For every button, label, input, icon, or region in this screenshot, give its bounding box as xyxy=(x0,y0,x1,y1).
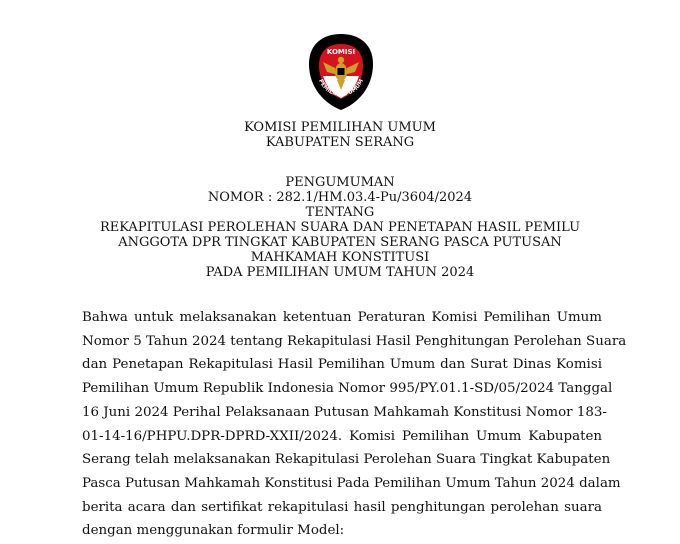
announcement-number: NOMOR : 282.1/HM.03.4-Pu/3604/2024 xyxy=(207,190,473,205)
body-line: berita acara dan sertifikat rekapitulasi hasil penghitungan perolehan suara xyxy=(82,499,602,515)
organization-header xyxy=(0,120,680,150)
org-name: KOMISI PEMILIHAN UMUM xyxy=(244,120,436,135)
body-line: Pasca Putusan Mahkamah Konstitusi Pada Pemilihan Umum Tahun 2024 dalam xyxy=(82,475,621,491)
announcement-subject-line: PADA PEMILIHAN UMUM TAHUN 2024 xyxy=(205,265,475,280)
body-line: dan Penetapan Rekapitulasi Hasil Pemilihan Umum dan Surat Dinas Komisi xyxy=(82,357,602,373)
logo-text-bottom: PEMILIHAN UMUM xyxy=(317,78,365,99)
announcement-about: TENTANG xyxy=(305,205,375,220)
announcement-header xyxy=(0,175,680,280)
body-line: Pemilihan Umum Republik Indonesia Nomor 995/PY.01.1-SD/05/2024 Tanggal xyxy=(82,381,613,397)
body-line: 16 Juni 2024 Perihal Pelaksanaan Putusan Mahkamah Konstitusi Nomor 183- xyxy=(82,404,607,420)
body-line: Bahwa untuk melaksanakan ketentuan Peraturan Komisi Pemilihan Umum xyxy=(82,310,602,325)
body-line: dengan menggunakan formulir Model: xyxy=(82,523,345,539)
body-paragraph xyxy=(82,306,627,543)
garuda-emblem-icon xyxy=(305,32,377,112)
body-line: Nomor 5 Tahun 2024 tentang Rekapitulasi Hasil Penghitungan Perolehan Suara xyxy=(82,333,627,349)
announcement-subject-line: ANGGOTA DPR TINGKAT KABUPATEN SERANG PASCA PUTUSAN xyxy=(118,235,562,250)
announcement-subject-line: REKAPITULASI PEROLEHAN SUARA DAN PENETAPAN HASIL PEMILU xyxy=(99,220,581,235)
announcement-subject-line: MAHKAMAH KONSTITUSI xyxy=(250,250,430,265)
body-line: 01-14-16/PHPU.DPR-DPRD-XXII/2024. Komisi Pemilihan Umum Kabupaten xyxy=(82,428,602,444)
announcement-title: PENGUMUMAN xyxy=(285,175,395,190)
org-region: KABUPATEN SERANG xyxy=(265,135,415,150)
logo-text-top: KOMISI xyxy=(326,48,356,56)
kpu-logo xyxy=(305,32,377,112)
body-line: Serang telah melaksanakan Rekapitulasi Perolehan Suara Tingkat Kabupaten xyxy=(82,452,611,468)
